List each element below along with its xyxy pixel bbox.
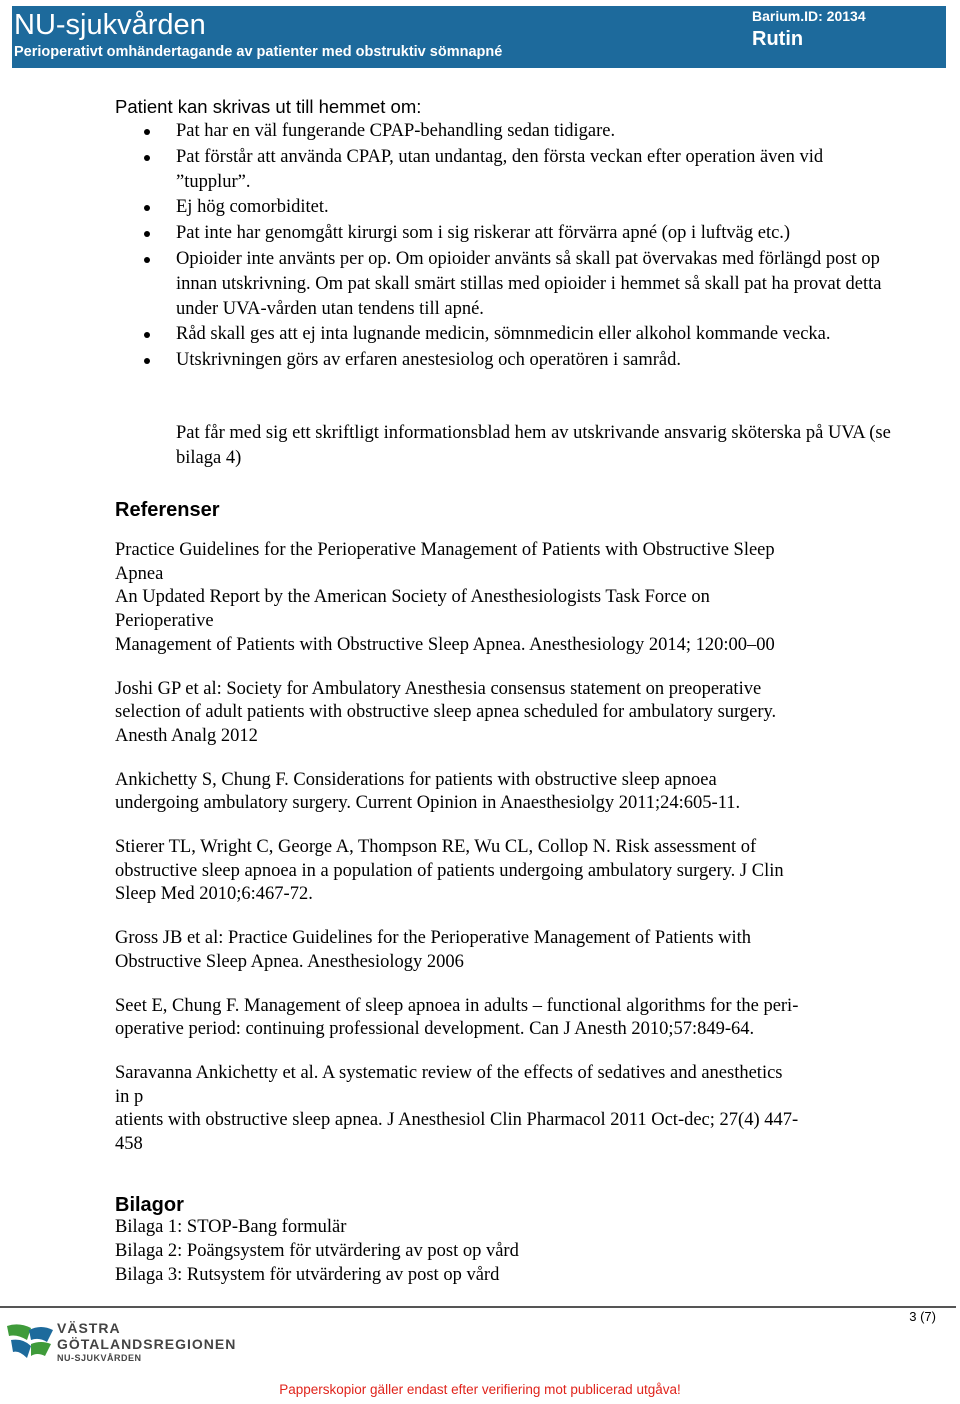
document-subtitle: Perioperativt omhändertagande av patienter med obstruktiv sömnapné (14, 44, 503, 60)
reference-line: Sleep Med 2010;6:467-72. (115, 884, 313, 905)
reference-line: obstructive sleep apnoea in a population of patients undergoing ambulatory surgery. J Clin (115, 860, 784, 881)
list-item (115, 247, 895, 321)
list-item-text: Pat har en väl fungerande CPAP-behandling sedan tidigare. (176, 121, 616, 141)
reference-line: Joshi GP et al: Society for Ambulatory Anesthesia consensus statement on preoperative (115, 678, 762, 699)
logo-text-line: GÖTALANDSREGIONEN (57, 1336, 237, 1352)
logo-text-line: VÄSTRA (57, 1320, 121, 1336)
bullet-icon (144, 332, 150, 338)
document-header (12, 6, 946, 68)
list-item (115, 322, 895, 347)
reference-line: Ankichetty S, Chung F. Considerations for patients with obstructive sleep apnoea (115, 769, 717, 790)
reference-item (115, 1062, 905, 1157)
list-item-text: Pat inte har genomgått kirurgi som i sig riskerar att förvärra apné (op i luftväg etc.) (176, 223, 791, 244)
reference-item (115, 539, 905, 658)
footer-disclaimer: Papperskopior gäller endast efter verifiering mot publicerad utgåva! (279, 1382, 681, 1397)
logo-mark-icon (5, 1320, 55, 1366)
list-item-text: Råd skall ges att ej inta lugnande medicin, sömnmedicin eller alkohol kommande vecka. (176, 324, 831, 345)
list-item (115, 119, 895, 144)
reference-line: Saravanna Ankichetty et al. A systematic review of the effects of sedatives and anesthetics (115, 1062, 783, 1083)
attachments-list (115, 1216, 519, 1287)
reference-line: 458 (115, 1134, 143, 1155)
list-item-text: Utskrivningen görs av erfaren anestesiolog och operatören i samråd. (176, 350, 681, 371)
reference-line: Management of Patients with Obstructive Sleep Apnea. Anesthesiology 2014; 120:00–00 (115, 634, 775, 655)
reference-item (115, 678, 905, 749)
reference-line: selection of adult patients with obstructive sleep apnea scheduled for ambulatory surgery. (115, 702, 777, 723)
page-number: 3 (7) (909, 1309, 936, 1324)
list-item (115, 145, 895, 195)
list-item (115, 195, 895, 220)
attachment-item: Bilaga 2: Poängsystem för utvärdering av post op vård (115, 1240, 519, 1261)
reference-line: Practice Guidelines for the Perioperative Management of Patients with Obstructive Sleep (115, 540, 775, 560)
organization-logo (5, 1320, 235, 1370)
reference-line: An Updated Report by the American Society of Anesthesiologists Task Force on (115, 587, 710, 608)
reference-line: in p (115, 1086, 144, 1107)
reference-item (115, 769, 905, 816)
reference-line: Obstructive Sleep Apnea. Anesthesiology 2006 (115, 951, 464, 972)
list-item (115, 348, 895, 373)
reference-line: Gross JB et al: Practice Guidelines for the Perioperative Management of Patients with (115, 928, 752, 949)
bullet-icon (144, 205, 150, 211)
reference-item (115, 836, 905, 907)
discharge-intro: Patient kan skrivas ut till hemmet om: (115, 96, 422, 117)
logo-text-line: NU-SJUKVÅRDEN (57, 1353, 142, 1363)
references-list (115, 539, 905, 1157)
reference-item (115, 995, 905, 1042)
reference-line: Apnea (115, 563, 164, 584)
reference-line: Perioperative (115, 611, 214, 632)
list-item-text: Ej hög comorbiditet. (176, 197, 329, 218)
bullet-icon (144, 358, 150, 364)
reference-line: Stierer TL, Wright C, George A, Thompson RE, Wu CL, Collop N. Risk assessment of (115, 837, 757, 858)
bullet-icon (144, 231, 150, 237)
logo-text (57, 1320, 236, 1364)
discharge-criteria-list (115, 119, 895, 374)
reference-item (115, 927, 905, 974)
bullet-icon (144, 129, 150, 135)
footer-divider (0, 1306, 956, 1308)
references-heading: Referenser (115, 499, 220, 521)
reference-line: Anesth Analg 2012 (115, 725, 258, 746)
organization-title: NU-sjukvården (14, 9, 206, 41)
list-item (115, 221, 895, 246)
information-note: Pat får med sig ett skriftligt informationsblad hem av utskrivande ansvarig sköterska på UVA (se bilaga 4) (176, 423, 891, 468)
reference-line: atients with obstructive sleep apnea. J Anesthesiol Clin Pharmacol 2011 Oct-dec; 27(4) 447- (115, 1110, 799, 1131)
reference-line: operative period: continuing professional development. Can J Anesth 2010;57:849-64. (115, 1019, 755, 1040)
bullet-icon (144, 257, 150, 263)
attachment-item: Bilaga 1: STOP-Bang formulär (115, 1217, 347, 1237)
document-id: Barium.ID: 20134 (752, 8, 866, 24)
reference-line: undergoing ambulatory surgery. Current Opinion in Anaesthesiolgy 2011;24:605-11. (115, 793, 741, 814)
reference-line: Seet E, Chung F. Management of sleep apnoea in adults – functional algorithms for the peri- (115, 995, 799, 1016)
list-item-text: Opioider inte använts per op. Om opioider använts så skall pat övervakas med förlängd post op innan utskrivning. Om pat skall smärt stillas med opioider i hemmet så skall pat ha provat detta under UVA-vården utan tendens till apné. (176, 248, 882, 319)
attachment-item: Bilaga 3: Rutsystem för utvärdering av post op vård (115, 1264, 500, 1285)
list-item-text: Pat förstår att använda CPAP, utan undantag, den första veckan efter operation även vid ”tupplur”. (176, 146, 824, 192)
document-type: Rutin (752, 28, 804, 50)
bullet-icon (144, 155, 150, 161)
attachments-heading: Bilagor (115, 1194, 184, 1216)
